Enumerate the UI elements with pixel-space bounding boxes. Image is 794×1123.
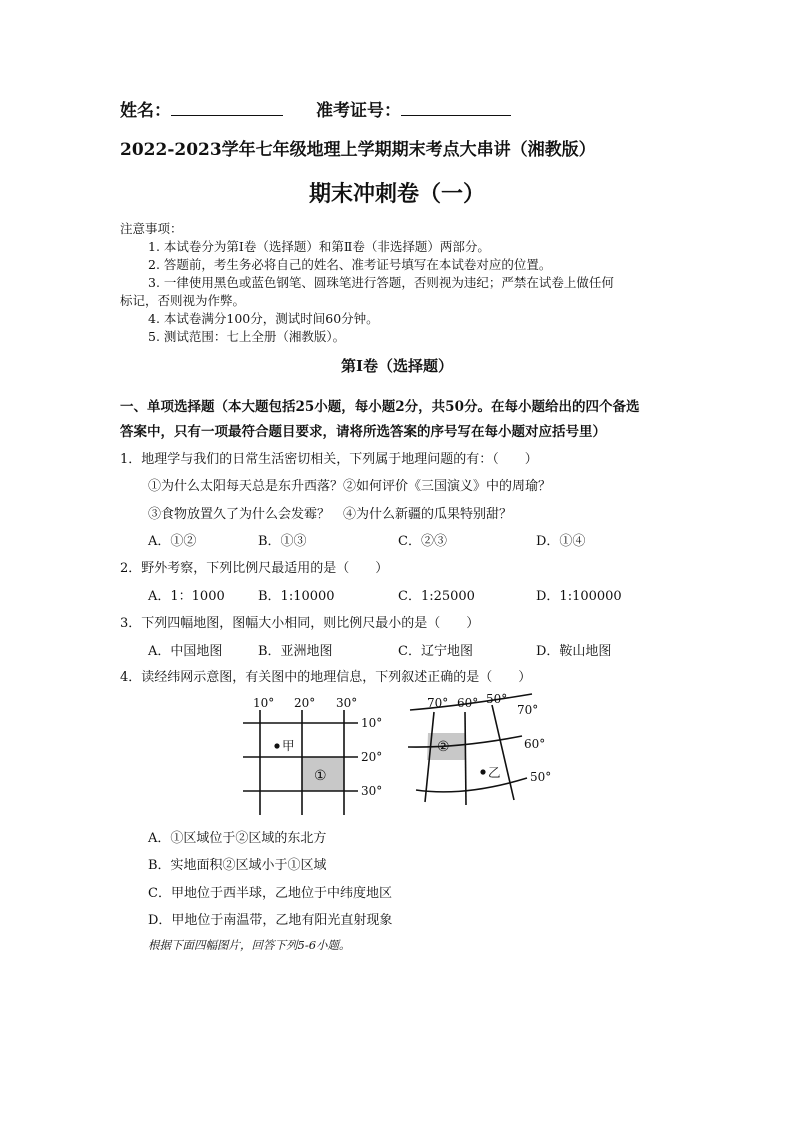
question-3-stem: 3．下列四幅地图，图幅大小相同，则比例尺最小的是（ ） bbox=[120, 616, 480, 631]
right-arc-label: 50° bbox=[530, 770, 552, 784]
left-right-label: 20° bbox=[361, 750, 383, 764]
question-3-option-d[interactable]: D．鞍山地图 bbox=[536, 644, 612, 659]
question-1-option-c[interactable]: C．②③ bbox=[398, 534, 447, 549]
name-underline[interactable] bbox=[171, 99, 283, 116]
question-2-option-c[interactable]: C．1:25000 bbox=[398, 589, 475, 604]
right-top-label: 50° bbox=[486, 692, 508, 706]
right-grid-figure bbox=[408, 694, 532, 805]
question-3-option-a[interactable]: A．中国地图 bbox=[148, 644, 223, 659]
note-item: 2. 答题前，考生务必将自己的姓名、准考证号填写在本试卷对应的位置。 bbox=[148, 257, 552, 272]
note-item: 5. 测试范围：七上全册（湘教版）。 bbox=[148, 329, 346, 344]
left-right-label: 30° bbox=[361, 784, 383, 798]
note-item: 3. 一律使用黑色或蓝色钢笔、圆珠笔进行答题，否则视为违纪；严禁在试卷上做任何 bbox=[148, 275, 614, 290]
exam-subtitle: 2022-2023学年七年级地理上学期期末考点大串讲（湘教版） bbox=[120, 140, 596, 160]
question-1-option-d[interactable]: D．①④ bbox=[536, 534, 586, 549]
point-jia-label: 甲 bbox=[282, 738, 295, 753]
section-instruction-line1: 一、单项选择题（本大题包括25小题，每小题2分，共50分。在每小题给出的四个备选 bbox=[120, 399, 640, 415]
exam-id-underline[interactable] bbox=[401, 99, 511, 116]
note-item: 4. 本试卷满分100分，测试时间60分钟。 bbox=[148, 311, 379, 326]
right-top-label: 70° bbox=[427, 696, 449, 710]
exam-title: 期末冲刺卷（一） bbox=[308, 181, 485, 207]
note-item: 1. 本试卷分为第Ⅰ卷（选择题）和第Ⅱ卷（非选择题）两部分。 bbox=[148, 239, 490, 254]
followup-note: 根据下面四幅图片，回答下列5-6小题。 bbox=[148, 938, 351, 952]
point-jia-dot bbox=[274, 743, 279, 748]
question-1-items-line2: ③食物放置久了为什么会发霉？ ④为什么新疆的瓜果特别甜？ bbox=[148, 507, 513, 522]
section-instruction-line2: 答案中，只有一项最符合题目要求，请将所选答案的序号写在每小题对应括号里） bbox=[120, 424, 606, 440]
question-4-option-b[interactable]: B．实地面积②区域小于①区域 bbox=[148, 858, 327, 873]
left-grid-figure bbox=[243, 710, 358, 815]
right-arc-label: 70° bbox=[517, 703, 539, 717]
notes-heading: 注意事项： bbox=[120, 221, 183, 236]
point-yi-dot bbox=[480, 769, 485, 774]
question-3-option-b[interactable]: B．亚洲地图 bbox=[258, 644, 333, 659]
right-grid-meridian-60 bbox=[465, 712, 466, 805]
question-1-items-line1: ①为什么太阳每天总是东升西落？②如何评价《三国演义》中的周瑜？ bbox=[148, 479, 552, 494]
right-top-label: 60° bbox=[457, 696, 479, 710]
section-title: 第Ⅰ卷（选择题） bbox=[340, 357, 454, 375]
exam-id-label: 准考证号： bbox=[316, 101, 401, 121]
question-1-option-b[interactable]: B．①③ bbox=[258, 534, 307, 549]
region-2-label: ② bbox=[437, 739, 450, 755]
left-top-label: 10° bbox=[253, 696, 275, 710]
lat-long-grid-figures bbox=[230, 688, 570, 818]
question-2-option-a[interactable]: A．1：1000 bbox=[148, 589, 225, 604]
left-right-label: 10° bbox=[361, 716, 383, 730]
left-top-label: 30° bbox=[336, 696, 358, 710]
left-top-label: 20° bbox=[294, 696, 316, 710]
question-4-option-c[interactable]: C．甲地位于西半球，乙地位于中纬度地区 bbox=[148, 886, 392, 901]
question-4-option-d[interactable]: D．甲地位于南温带，乙地有阳光直射现象 bbox=[148, 913, 393, 928]
note-item: 标记，否则视为作弊。 bbox=[120, 293, 246, 308]
region-1-label: ① bbox=[314, 768, 327, 784]
question-4-stem: 4．读经纬网示意图，有关图中的地理信息，下列叙述正确的是（ ） bbox=[120, 670, 532, 685]
name-field[interactable] bbox=[120, 96, 283, 121]
question-1-stem: 1．地理学与我们的日常生活密切相关，下列属于地理问题的有：（ ） bbox=[120, 452, 538, 467]
point-yi-label: 乙 bbox=[488, 765, 501, 780]
name-label: 姓名： bbox=[120, 101, 171, 121]
question-1-option-a[interactable]: A．①② bbox=[148, 534, 197, 549]
question-2-option-d[interactable]: D．1:100000 bbox=[536, 589, 622, 604]
question-2-stem: 2．野外考察，下列比例尺最适用的是（ ） bbox=[120, 561, 389, 576]
right-arc-label: 60° bbox=[524, 737, 546, 751]
question-3-option-c[interactable]: C．辽宁地图 bbox=[398, 644, 473, 659]
question-4-option-a[interactable]: A．①区域位于②区域的东北方 bbox=[148, 831, 327, 846]
exam-id-field[interactable] bbox=[316, 96, 511, 121]
question-2-option-b[interactable]: B．1:10000 bbox=[258, 589, 335, 604]
